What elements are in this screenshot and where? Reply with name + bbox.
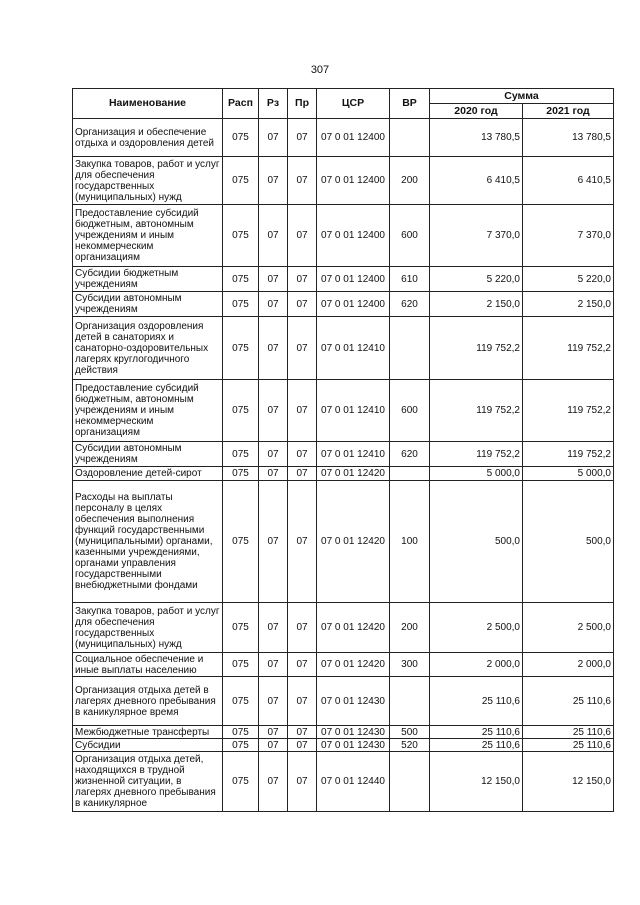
row-rz: 07 (259, 653, 288, 677)
row-vr: 200 (390, 157, 430, 205)
row-sum-2020: 5 220,0 (430, 267, 523, 292)
row-sum-2020: 12 150,0 (430, 752, 523, 812)
row-sum-2021: 5 000,0 (523, 467, 614, 481)
row-pr: 07 (288, 205, 317, 267)
header-rasp: Расп (223, 89, 259, 119)
row-sum-2021: 7 370,0 (523, 205, 614, 267)
row-sum-2021: 2 500,0 (523, 603, 614, 653)
row-pr: 07 (288, 442, 317, 467)
row-csr: 07 0 01 12400 (317, 292, 390, 317)
row-sum-2021: 2 150,0 (523, 292, 614, 317)
row-sum-2020: 25 110,6 (430, 739, 523, 752)
row-rz: 07 (259, 726, 288, 739)
row-vr: 520 (390, 739, 430, 752)
row-sum-2020: 7 370,0 (430, 205, 523, 267)
row-pr: 07 (288, 317, 317, 380)
row-name: Предоставление субсидий бюджетным, автономным учреждениям и иным некоммерческим организациям (73, 380, 223, 442)
row-rasp: 075 (223, 653, 259, 677)
row-rasp: 075 (223, 752, 259, 812)
page-number: 307 (310, 64, 330, 76)
row-vr (390, 119, 430, 157)
row-rz: 07 (259, 119, 288, 157)
table-row (73, 292, 614, 317)
row-sum-2021: 5 220,0 (523, 267, 614, 292)
row-name: Социальное обеспечение и иные выплаты населению (73, 653, 223, 677)
row-csr: 07 0 01 12430 (317, 677, 390, 726)
table-row (73, 205, 614, 267)
row-sum-2021: 119 752,2 (523, 442, 614, 467)
table-row (73, 677, 614, 726)
row-vr: 300 (390, 653, 430, 677)
row-rasp: 075 (223, 677, 259, 726)
row-sum-2020: 25 110,6 (430, 677, 523, 726)
header-name: Наименование (73, 89, 223, 119)
row-rz: 07 (259, 467, 288, 481)
row-rz: 07 (259, 292, 288, 317)
row-rz: 07 (259, 267, 288, 292)
row-sum-2021: 25 110,6 (523, 739, 614, 752)
row-sum-2021: 25 110,6 (523, 677, 614, 726)
table-body (73, 119, 614, 812)
row-vr: 500 (390, 726, 430, 739)
row-sum-2020: 119 752,2 (430, 317, 523, 380)
row-csr: 07 0 01 12440 (317, 752, 390, 812)
row-csr: 07 0 01 12400 (317, 157, 390, 205)
row-sum-2021: 13 780,5 (523, 119, 614, 157)
row-rz: 07 (259, 752, 288, 812)
row-name: Расходы на выплаты персоналу в целях обеспечения выполнения функций государственными (муниципальными) органами, казенными учреждениями, органами управления государственными внебюджетными фондами (73, 481, 223, 603)
row-sum-2020: 13 780,5 (430, 119, 523, 157)
header-pr: Пр (288, 89, 317, 119)
row-csr: 07 0 01 12400 (317, 119, 390, 157)
header-year-2020: 2020 год (430, 104, 523, 119)
table-row (73, 603, 614, 653)
row-rasp: 075 (223, 481, 259, 603)
table-row (73, 157, 614, 205)
row-vr: 600 (390, 380, 430, 442)
row-name: Субсидии автономным учреждениям (73, 292, 223, 317)
row-sum-2021: 2 000,0 (523, 653, 614, 677)
row-csr: 07 0 01 12400 (317, 267, 390, 292)
row-rz: 07 (259, 739, 288, 752)
row-pr: 07 (288, 677, 317, 726)
row-rasp: 075 (223, 119, 259, 157)
row-pr: 07 (288, 481, 317, 603)
row-rasp: 075 (223, 157, 259, 205)
row-rz: 07 (259, 157, 288, 205)
row-sum-2020: 25 110,6 (430, 726, 523, 739)
row-name: Субсидии (73, 739, 223, 752)
row-sum-2020: 500,0 (430, 481, 523, 603)
row-rz: 07 (259, 677, 288, 726)
row-name: Организация отдыха детей в лагерях дневного пребывания в каникулярное время (73, 677, 223, 726)
row-sum-2020: 5 000,0 (430, 467, 523, 481)
row-rasp: 075 (223, 603, 259, 653)
row-name: Закупка товаров, работ и услуг для обеспечения государственных (муниципальных) нужд (73, 157, 223, 205)
row-rasp: 075 (223, 726, 259, 739)
row-pr: 07 (288, 726, 317, 739)
row-csr: 07 0 01 12420 (317, 481, 390, 603)
row-pr: 07 (288, 467, 317, 481)
row-rasp: 075 (223, 317, 259, 380)
row-name: Межбюджетные трансферты (73, 726, 223, 739)
row-name: Предоставление субсидий бюджетным, автономным учреждениям и иным некоммерческим организациям (73, 205, 223, 267)
row-vr: 620 (390, 292, 430, 317)
row-sum-2021: 119 752,2 (523, 317, 614, 380)
row-sum-2020: 119 752,2 (430, 442, 523, 467)
row-pr: 07 (288, 653, 317, 677)
header-row (73, 89, 614, 104)
row-sum-2020: 119 752,2 (430, 380, 523, 442)
row-pr: 07 (288, 267, 317, 292)
table-row (73, 653, 614, 677)
row-csr: 07 0 01 12430 (317, 739, 390, 752)
row-name: Субсидии бюджетным учреждениям (73, 267, 223, 292)
header-sum: Сумма (430, 89, 614, 104)
row-rz: 07 (259, 603, 288, 653)
row-vr: 200 (390, 603, 430, 653)
row-rasp: 075 (223, 267, 259, 292)
row-sum-2020: 2 500,0 (430, 603, 523, 653)
table-row (73, 317, 614, 380)
row-sum-2020: 2 150,0 (430, 292, 523, 317)
row-csr: 07 0 01 12410 (317, 317, 390, 380)
row-name: Организация и обеспечение отдыха и оздоровления детей (73, 119, 223, 157)
row-csr: 07 0 01 12410 (317, 442, 390, 467)
row-name: Оздоровление детей-сирот (73, 467, 223, 481)
row-sum-2021: 12 150,0 (523, 752, 614, 812)
row-pr: 07 (288, 380, 317, 442)
row-csr: 07 0 01 12420 (317, 653, 390, 677)
row-rasp: 075 (223, 739, 259, 752)
row-rasp: 075 (223, 292, 259, 317)
row-csr: 07 0 01 12430 (317, 726, 390, 739)
row-vr: 600 (390, 205, 430, 267)
row-sum-2021: 6 410,5 (523, 157, 614, 205)
row-sum-2020: 6 410,5 (430, 157, 523, 205)
row-vr: 620 (390, 442, 430, 467)
row-csr: 07 0 01 12420 (317, 467, 390, 481)
row-vr (390, 317, 430, 380)
table-row (73, 726, 614, 739)
row-rz: 07 (259, 481, 288, 603)
table-row (73, 380, 614, 442)
table-row (73, 467, 614, 481)
row-rz: 07 (259, 317, 288, 380)
table-row (73, 119, 614, 157)
table-row (73, 481, 614, 603)
row-name: Субсидии автономным учреждениям (73, 442, 223, 467)
row-sum-2021: 25 110,6 (523, 726, 614, 739)
row-vr (390, 677, 430, 726)
row-vr: 610 (390, 267, 430, 292)
budget-table (72, 88, 614, 812)
row-sum-2020: 2 000,0 (430, 653, 523, 677)
row-vr (390, 752, 430, 812)
row-pr: 07 (288, 752, 317, 812)
row-vr: 100 (390, 481, 430, 603)
row-csr: 07 0 01 12420 (317, 603, 390, 653)
row-name: Организация отдыха детей, находящихся в трудной жизненной ситуации, в лагерях дневного пребывания в каникулярное (73, 752, 223, 812)
row-pr: 07 (288, 119, 317, 157)
row-name: Закупка товаров, работ и услуг для обеспечения государственных (муниципальных) нужд (73, 603, 223, 653)
row-rasp: 075 (223, 205, 259, 267)
row-vr (390, 467, 430, 481)
header-year-2021: 2021 год (523, 104, 614, 119)
row-name: Организация оздоровления детей в санаториях и санаторно-оздоровительных лагерях круглогодичного действия (73, 317, 223, 380)
row-rz: 07 (259, 380, 288, 442)
header-rz: Рз (259, 89, 288, 119)
row-rz: 07 (259, 442, 288, 467)
row-rasp: 075 (223, 380, 259, 442)
header-csr: ЦСР (317, 89, 390, 119)
row-pr: 07 (288, 157, 317, 205)
row-pr: 07 (288, 603, 317, 653)
row-csr: 07 0 01 12410 (317, 380, 390, 442)
row-rz: 07 (259, 205, 288, 267)
table-row (73, 739, 614, 752)
table-row (73, 267, 614, 292)
row-pr: 07 (288, 292, 317, 317)
row-rasp: 075 (223, 442, 259, 467)
row-csr: 07 0 01 12400 (317, 205, 390, 267)
table-row (73, 752, 614, 812)
table-row (73, 442, 614, 467)
header-vr: ВР (390, 89, 430, 119)
row-pr: 07 (288, 739, 317, 752)
row-rasp: 075 (223, 467, 259, 481)
row-sum-2021: 119 752,2 (523, 380, 614, 442)
row-sum-2021: 500,0 (523, 481, 614, 603)
